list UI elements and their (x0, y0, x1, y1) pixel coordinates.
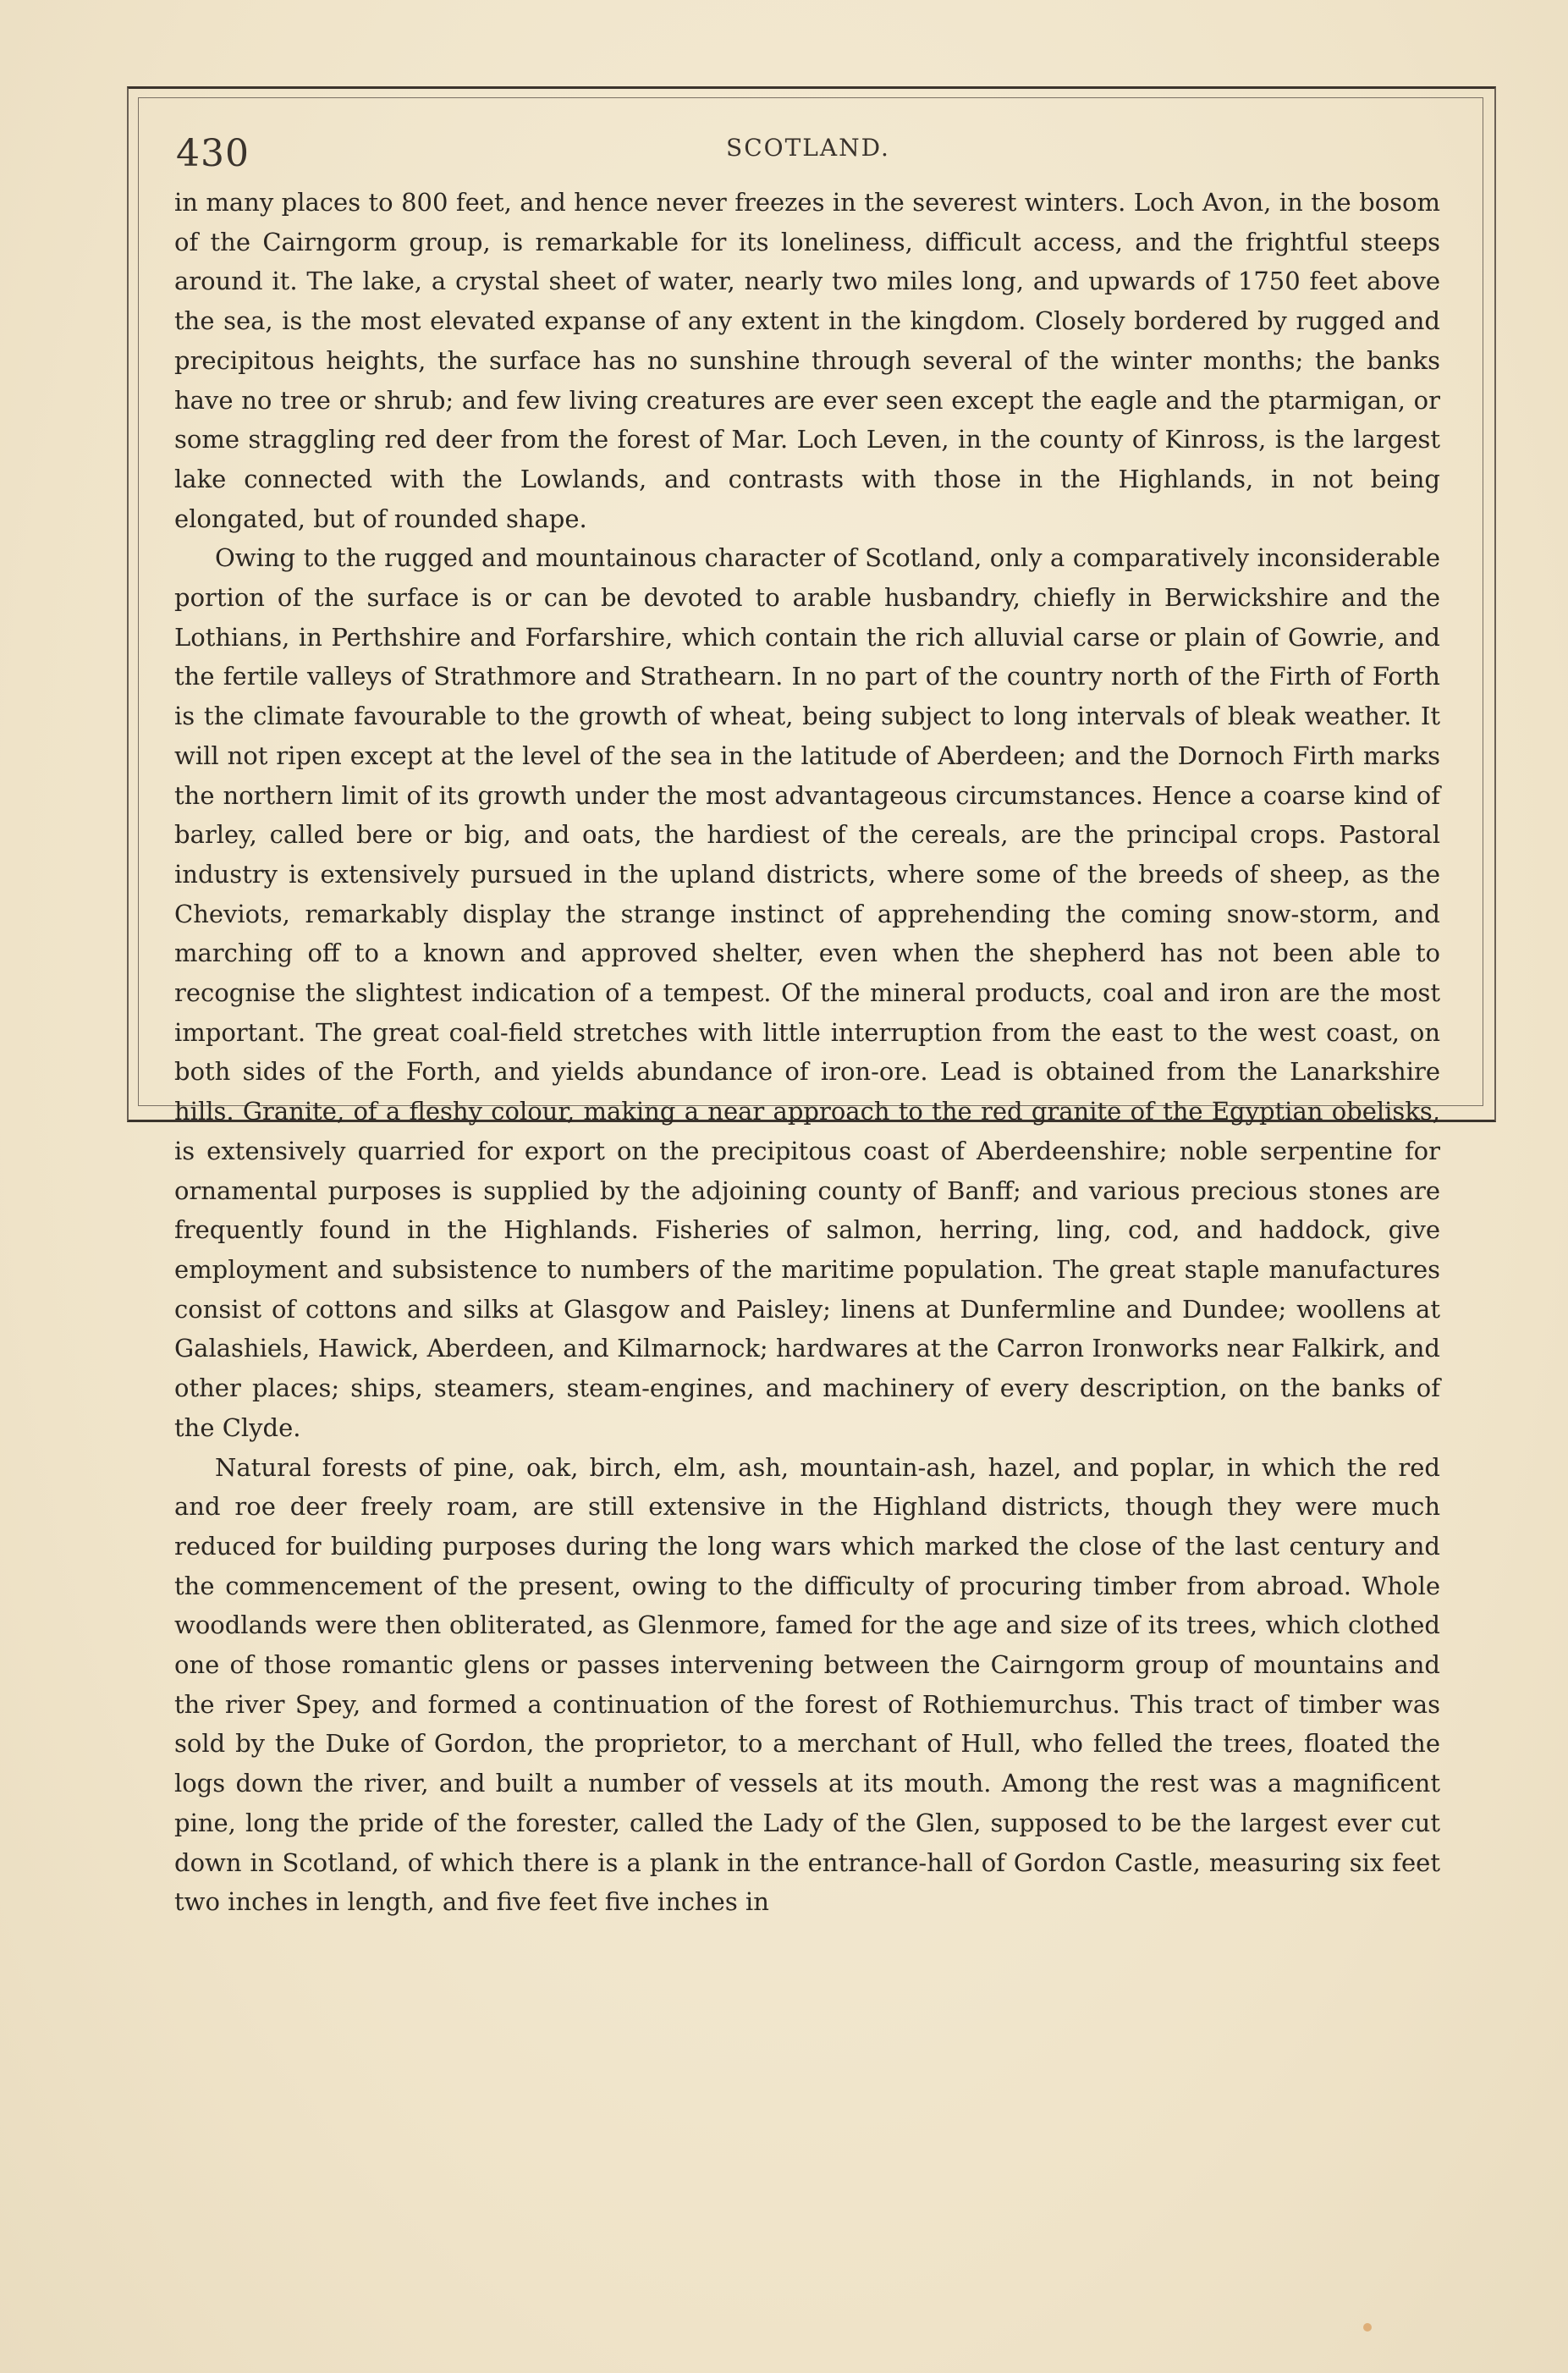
page-number: 430 (176, 132, 250, 175)
body-text (174, 183, 1440, 1922)
paragraph-continued: in many places to 800 feet, and hence never freezes in the severest winters. Loch Avon, in the bosom of the Cairngorm group, is remarkable for its loneliness, difficult access, and the frightful steeps around it. The lake, a crystal sheet of water, nearly two miles long, and upwards of 1750 feet above the sea, is the most elevated expanse of any extent in the kingdom. Closely bordered by rugged and precipitous heights, the surface has no sunshine through several of the winter months; the banks have no tree or shrub; and few living creatures are ever seen except the eagle and the ptarmigan, or some straggling red deer from the forest of Mar. Loch Leven, in the county of Kinross, is the largest lake connected with the Lowlands, and contrasts with those in the Highlands, in not being elongated, but of rounded shape. (174, 188, 1440, 533)
paragraph-forests: Natural forests of pine, oak, birch, elm, ash, mountain-ash, hazel, and poplar, in which the red and roe deer freely roam, are still extensive in the Highland districts, though they were much reduced for building purposes during the long wars which marked the close of the last century and the commencement of the present, owing to the difficulty of procuring timber from abroad. Whole woodlands were then obliterated, as Glenmore, famed for the age and size of its trees, which clothed one of those romantic glens or passes intervening between the Cairngorm group of mountains and the river Spey, and formed a continuation of the forest of Rothiemurchus. This tract of timber was sold by the Duke of Gordon, the proprietor, to a merchant of Hull, who felled the trees, floated the logs down the river, and built a number of vessels at its mouth. Among the rest was a magnificent pine, long the pride of the forester, called the Lady of the Glen, supposed to be the largest ever cut down in Scotland, of which there is a plank in the entrance-hall of Gordon Castle, measuring six feet two inches in length, and five feet five inches in (174, 1452, 1440, 1917)
paper-stain (1363, 2323, 1372, 2332)
running-title: SCOTLAND. (726, 134, 890, 162)
running-head (135, 125, 1481, 184)
paragraph-agriculture-industry: Owing to the rugged and mountainous character of Scotland, only a comparatively inconsiderable portion of the surface is or can be devoted to arable husbandry, chiefly in Berwickshire and the Lothians, in Perthshire and Forfarshire, which contain the rich alluvial carse or plain of Gowrie, and the fertile valleys of Strathmore and Strathearn. In no part of the country north of the Firth of Forth is the climate favourable to the growth of wheat, being subject to long intervals of bleak weather. It will not ripen except at the level of the sea in the latitude of Aberdeen; and the Dornoch Firth marks the northern limit of its growth under the most advantageous circumstances. Hence a coarse kind of barley, called bere or big, and oats, the hardiest of the cereals, are the principal crops. Pastoral industry is extensively pursued in the upland districts, where some of the breeds of sheep, as the Cheviots, remarkably display the strange instinct of apprehending the coming snow-storm, and marching off to a known and approved shelter, even when the shepherd has not been able to recognise the slightest indication of a tempest. Of the mineral products, coal and iron are the most important. The great coal-field stretches with little interruption from the east to the west coast, on both sides of the Forth, and yields abundance of iron-ore. Lead is obtained from the Lanarkshire hills. Granite, of a fleshy colour, making a near approach to the red granite of the Egyptian obelisks, is extensively quarried for export on the precipitous coast of Aberdeenshire; noble serpentine for ornamental purposes is supplied by the adjoining county of Banff; and various precious stones are frequently found in the Highlands. Fisheries of salmon, herring, ling, cod, and haddock, give employment and subsistence to numbers of the maritime population. The great staple manufactures consist of cottons and silks at Glasgow and Paisley; linens at Dunfermline and Dundee; woollens at Galashiels, Hawick, Aberdeen, and Kilmarnock; hardwares at the Carron Ironworks near Falkirk, and other places; ships, steamers, steam-engines, and machinery of every description, on the banks of the Clyde. (174, 543, 1440, 1442)
